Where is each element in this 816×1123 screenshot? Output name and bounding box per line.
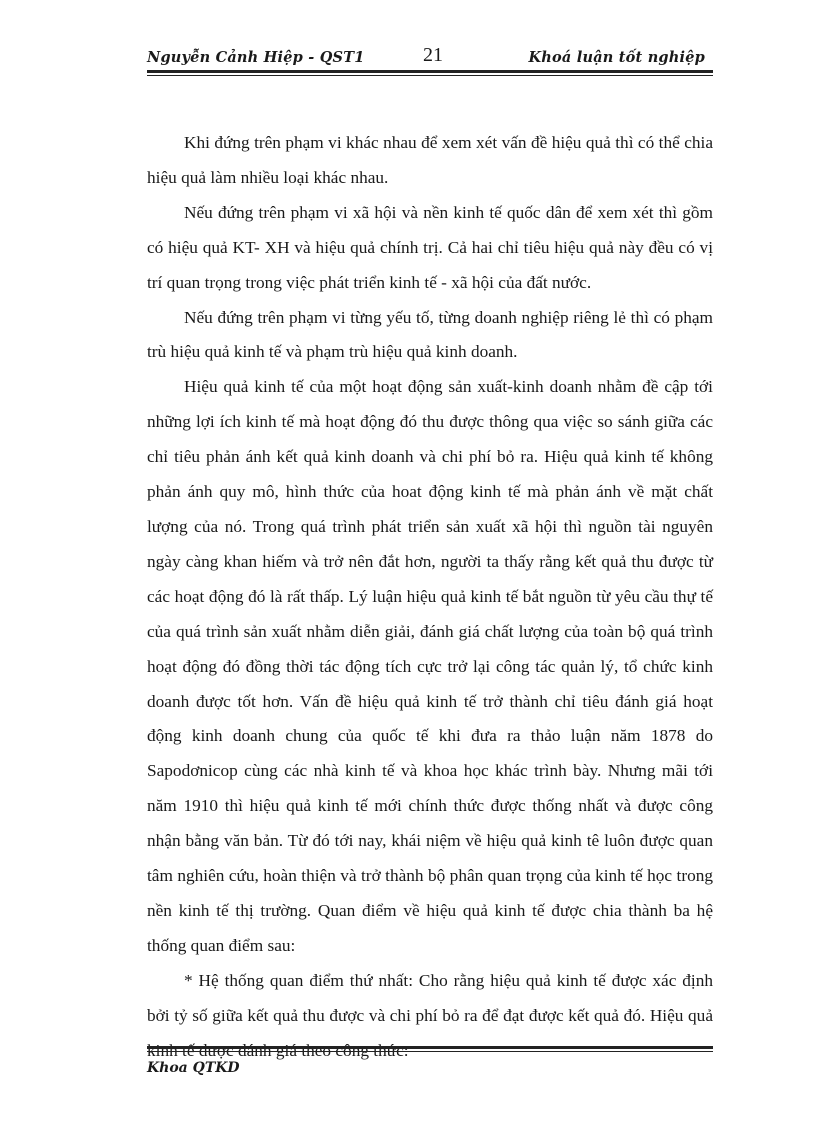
paragraph: * Hệ thống quan điểm thứ nhất: Cho rằng hiệu quả kinh tế được xác định bởi tỷ số giữa kết quả thu được và chi phí bỏ ra để đạt được kết quả đó. Hiệu quả [147,970,713,1025]
paragraph: Hiệu quả kinh tế của một hoạt động sản xuất-kinh doanh nhằm đề cập tới những lợi ích kinh tế mà hoạt động đó thu được thông qua việc so sánh giữa các chỉ tiêu phản ánh kết quả kinh doanh và chi phí bỏ ra. Hiệu quả kinh tế không phản ánh quy mô, hình thức của hoat động kinh tế mà phản ánh về mặt chất lượng của nó. Trong quá trình phát triển sản xuất xã hội thì nguồn tài nguyên ngày càng khan hiếm và trở nên đắt hơn, người ta thấy rằng kết quả thu được từ các hoạt động đó là rất thấp. Lý luận hiệu quả kinh tế bắt nguồn từ yêu cầu thự tế của quá trình sản xuất nhằm diễn giải, đánh giá chất lượng của toàn bộ quá trình hoạt động đó đồng thời tác động tích cực trở lại công tác quản lý, tổ chức kinh doanh được tốt hơn. Vấn đề hiệu quả kinh tế trở thành chỉ tiêu đánh giá hoạt động kinh doanh chung của quốc tế khi đưa ra thảo luận năm 1878 do Sapodơnicop cùng các nhà kinh tế và khoa học khác trình bày. Nhưng mãi tới năm 1910 thì hiệu quả kinh tế mới chính thức được thống nhất và được công nhận bằng văn bản. Từ đó tới nay, khái niệm về hiệu quả kinh tê luôn được quan tâm nghiên cứu, hoàn thiện và trở thành bộ phân quan trọng của kinh tế học trong nền kinh tế thị trường. Quan điểm về hiệu quả kinh tế được chia thành ba hệ thống quan điểm sau: [147,377,713,955]
paragraph: Nếu đứng trên phạm vi từng yếu tố, từng doanh nghiệp riêng lẻ thì có phạm trù hiệu quả kinh tế và phạm trù hiệu quả kinh doanh. [147,307,713,362]
header-rule [147,70,713,73]
header-author: Nguyễn Cảnh Hiệp - QST1 [147,49,365,66]
header-rule-thin [147,75,713,76]
page-body [147,126,713,1068]
header-document-type: Khoá luận tốt nghiệp [528,49,705,66]
page-header [147,44,713,76]
paragraph: Nếu đứng trên phạm vi xã hội và nền kinh tế quốc dân để xem xét thì gồm có hiệu quả KT- XH và hiệu quả chính trị. Cả hai chỉ tiêu hiệu quả này đều có vị trí quan trọng trong việc phát triển kinh tế - xã hội của đất nước. [147,202,713,292]
footer-rule [147,1046,713,1049]
page-number: 21 [423,44,443,66]
paragraph: Khi đứng trên phạm vi khác nhau để xem xét vấn đề hiệu quả thì có thể chia hiệu quả làm nhiều loại khác nhau. [147,133,713,187]
footer-rule-thin [147,1051,713,1052]
footer-faculty: Khoa QTKD [147,1060,240,1076]
page-footer [147,1046,713,1076]
